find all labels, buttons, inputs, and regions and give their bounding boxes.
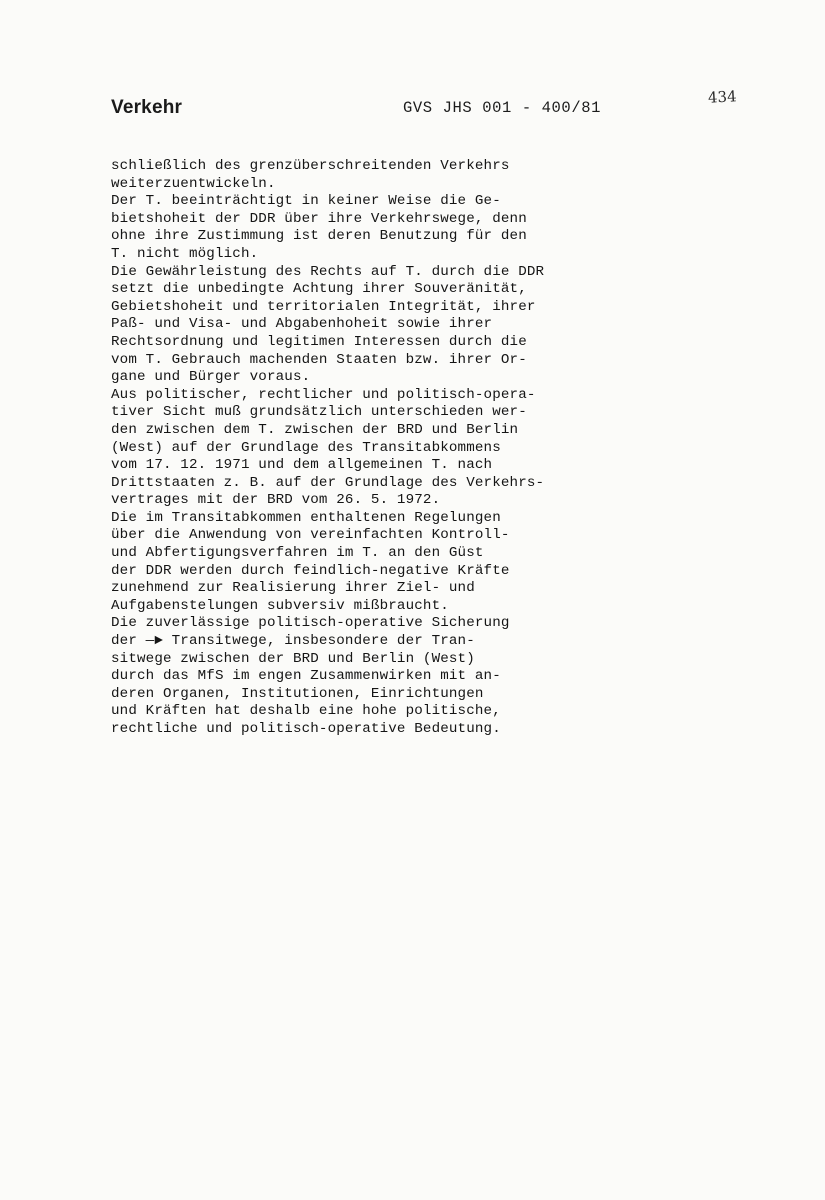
text-line: vom 17. 12. 1971 und dem allgemeinen T. nach bbox=[111, 457, 493, 474]
text-line: und Kräften hat deshalb eine hohe politische, bbox=[111, 703, 501, 720]
text-line: Die Gewährleistung des Rechts auf T. durch die DDR bbox=[111, 263, 545, 280]
text-line: Drittstaaten z. B. auf der Grundlage des Verkehrs- bbox=[111, 474, 545, 491]
body-text bbox=[111, 158, 631, 739]
text-line: durch das MfS im engen Zusammenwirken mit an- bbox=[111, 668, 501, 685]
text-line: Gebietshoheit und territorialen Integrität, ihrer bbox=[111, 298, 536, 315]
text-line: ohne ihre Zustimmung ist deren Benutzung für den bbox=[111, 228, 527, 245]
section-title: Verkehr bbox=[111, 97, 183, 118]
text-line: der DDR werden durch feindlich-negative Kräfte bbox=[111, 562, 510, 579]
text-line: Paß- und Visa- und Abgabenhoheit sowie ihrer bbox=[111, 316, 493, 333]
text-line: Aufgabenstelungen subversiv mißbraucht. bbox=[111, 597, 449, 614]
text-line: (West) auf der Grundlage des Transitabkommens bbox=[111, 439, 501, 456]
text-line: den zwischen dem T. zwischen der BRD und Berlin bbox=[111, 421, 519, 438]
text-line: Die im Transitabkommen enthaltenen Regelungen bbox=[111, 509, 501, 526]
text-line: über die Anwendung von vereinfachten Kontroll- bbox=[111, 527, 510, 544]
text-line: tiver Sicht muß grundsätzlich unterschieden wer- bbox=[111, 404, 527, 421]
page-number: 434 bbox=[707, 87, 738, 107]
text-line: setzt die unbedingte Achtung ihrer Souveränität, bbox=[111, 281, 527, 298]
text-line: und Abfertigungsverfahren im T. an den Güst bbox=[111, 545, 484, 562]
text-line: deren Organen, Institutionen, Einrichtungen bbox=[111, 685, 484, 702]
text-line: rechtliche und politisch-operative Bedeutung. bbox=[111, 721, 501, 737]
text-line: Aus politischer, rechtlicher und politisch-opera- bbox=[111, 386, 536, 403]
text-line: vertrages mit der BRD vom 26. 5. 1972. bbox=[111, 492, 441, 509]
text-line: der —► Transitwege, insbesondere der Tran- bbox=[111, 633, 475, 650]
text-line: T. nicht möglich. bbox=[111, 245, 259, 262]
text-line: Rechtsordnung und legitimen Interessen durch die bbox=[111, 333, 527, 350]
text-line: vom T. Gebrauch machenden Staaten bzw. ihrer Or- bbox=[111, 351, 527, 368]
text-line: gane und Bürger voraus. bbox=[111, 369, 311, 386]
text-line: schließlich des grenzüberschreitenden Verkehrs bbox=[111, 158, 510, 174]
text-line: Der T. beeinträchtigt in keiner Weise die Ge- bbox=[111, 193, 501, 210]
text-line: weiterzuentwickeln. bbox=[111, 175, 276, 192]
text-line: Die zuverlässige politisch-operative Sicherung bbox=[111, 615, 510, 632]
text-line: bietshoheit der DDR über ihre Verkehrswege, denn bbox=[111, 210, 527, 227]
text-line: zunehmend zur Realisierung ihrer Ziel- und bbox=[111, 580, 475, 597]
text-line: sitwege zwischen der BRD und Berlin (West) bbox=[111, 650, 475, 667]
reference-number: GVS JHS 001 - 400/81 bbox=[403, 99, 602, 117]
